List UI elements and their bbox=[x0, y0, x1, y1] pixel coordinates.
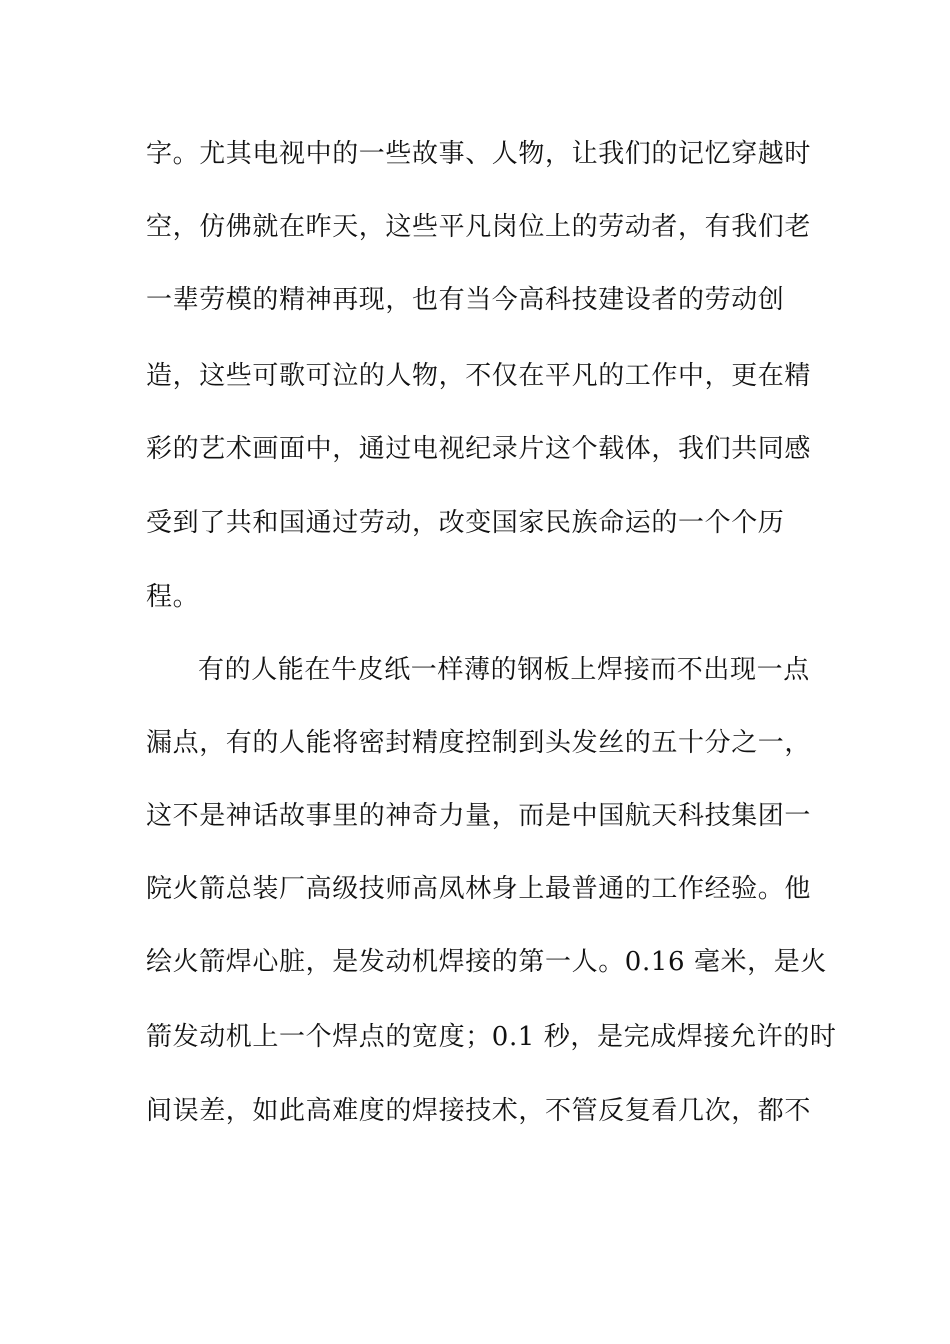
text-line: 院火箭总装厂高级技师高凤林身上最普通的工作经验。他 bbox=[146, 874, 812, 904]
text-line: 受到了共和国通过劳动，改变国家民族命运的一个个历 bbox=[146, 508, 785, 538]
text-line: 彩的艺术画面中，通过电视纪录片这个载体，我们共同感 bbox=[146, 434, 812, 464]
text-line: 程。 bbox=[146, 582, 200, 612]
text-line: 一辈劳模的精神再现，也有当今高科技建设者的劳动创 bbox=[146, 285, 785, 315]
text-line: 有的人能在牛皮纸一样薄的钢板上焊接而不出现一点 bbox=[198, 655, 810, 685]
text-line: 箭发动机上一个焊点的宽度；0.1 秒，是完成焊接允许的时 bbox=[146, 1022, 837, 1052]
text-line: 漏点，有的人能将密封精度控制到头发丝的五十分之一， bbox=[146, 728, 812, 758]
text-line: 字。尤其电视中的一些故事、人物，让我们的记忆穿越时 bbox=[146, 139, 812, 169]
text-line: 绘火箭焊心脏，是发动机焊接的第一人。0.16 毫米，是火 bbox=[146, 947, 827, 977]
text-line: 造，这些可歌可泣的人物，不仅在平凡的工作中，更在精 bbox=[146, 361, 812, 391]
text-line: 空，仿佛就在昨天，这些平凡岗位上的劳动者，有我们老 bbox=[146, 212, 812, 242]
text-line: 间误差，如此高难度的焊接技术，不管反复看几次，都不 bbox=[146, 1096, 812, 1126]
text-line: 这不是神话故事里的神奇力量，而是中国航天科技集团一 bbox=[146, 801, 812, 831]
